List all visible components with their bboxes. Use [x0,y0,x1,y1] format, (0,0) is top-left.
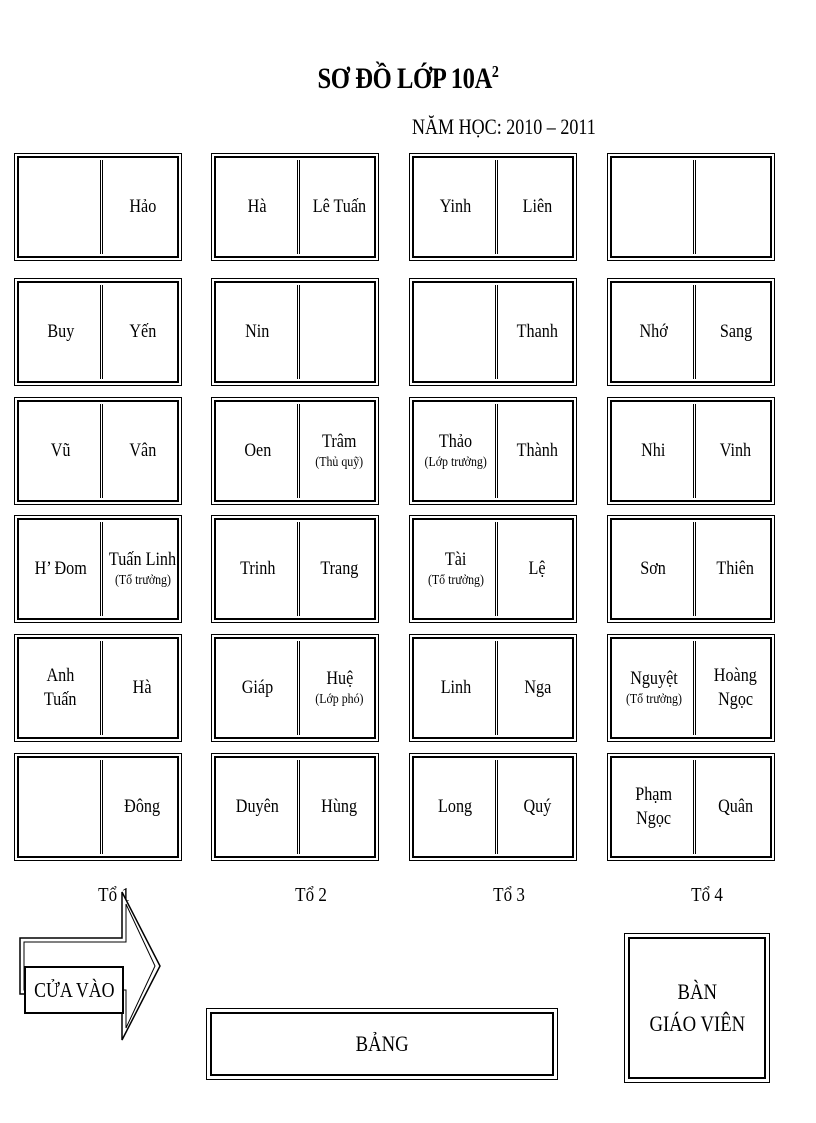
student-name: Thảo [438,431,473,452]
student-name: Anh [46,665,75,686]
student-name: Linh [440,677,471,698]
seat-right [695,160,775,254]
student-name: Tài [444,549,467,570]
seat-left [21,285,101,379]
entrance-label [24,966,124,1014]
seat-left [21,404,101,498]
blackboard [206,1008,558,1080]
group-label: Tổ 2 [295,884,327,906]
seat-left [416,404,496,498]
seat-left [416,160,496,254]
student-name: Nin [245,321,270,342]
student-name: Vinh [719,440,752,461]
desk [14,278,182,386]
seat-right [102,160,182,254]
seat-right [497,522,577,616]
student-name: Hùng [321,796,358,817]
teacher-desk-line1: BÀN [677,979,717,1004]
seat-right [497,160,577,254]
seat-right [102,404,182,498]
student-name: Vân [129,440,156,461]
student-role: (Tổ trưởng) [625,692,682,707]
seat-left [218,641,298,735]
seat-left [614,285,694,379]
desk [409,153,577,261]
desk [607,397,775,505]
student-name: Yến [129,321,156,342]
seat-right [695,522,775,616]
desk [14,397,182,505]
seat-left [416,285,496,379]
desk [211,515,379,623]
desk [14,153,182,261]
seat-right [299,641,379,735]
student-role: (Tổ trưởng) [114,573,171,588]
seat-right [299,522,379,616]
student-name-line2: Ngọc [636,808,671,829]
student-name: Lê Tuấn [312,196,367,217]
desk [14,634,182,742]
student-role: (Thủ quỹ) [315,455,364,470]
desk [409,278,577,386]
student-name: Huệ [326,668,353,689]
title-text: SƠ ĐỒ LỚP 10A [317,62,492,95]
desk [607,153,775,261]
student-name: Nhi [641,440,666,461]
seat-left [416,641,496,735]
seat-left [218,160,298,254]
seat-left [614,641,694,735]
student-name: Trang [320,558,359,579]
student-name: Long [438,796,473,817]
student-role: (Tổ trưởng) [427,573,484,588]
seat-right [497,285,577,379]
seat-right [102,760,182,854]
student-name: Hoàng [713,665,758,686]
seat-left [21,641,101,735]
seat-right [299,160,379,254]
seat-right [695,760,775,854]
student-name: Đông [124,796,161,817]
student-name: Tuấn Linh [108,549,177,570]
seat-left [218,285,298,379]
desk [409,397,577,505]
student-name: Giáp [241,677,274,698]
seat-right [102,522,182,616]
seat-right [497,760,577,854]
group-label: Tổ 4 [691,884,723,906]
desk [607,753,775,861]
seat-left [21,160,101,254]
student-name: H’ Đom [34,558,87,579]
student-name: Nga [524,677,551,698]
seat-left [614,404,694,498]
seat-left [21,522,101,616]
page-title [73,62,742,96]
desk [409,515,577,623]
desk [409,753,577,861]
desk [607,634,775,742]
desk [409,634,577,742]
seat-right [299,285,379,379]
entrance-text: CỬA VÀO [33,977,115,1002]
group-label: Tổ 1 [98,884,130,906]
student-name: Phạm [635,784,672,805]
desk [14,515,182,623]
student-name: Trinh [239,558,276,579]
title-superscript: 2 [491,62,499,81]
group-label: Tổ 3 [493,884,525,906]
student-name: Nhớ [639,321,668,342]
seat-left [218,522,298,616]
student-role: (Lớp trưởng) [424,455,487,470]
student-name: Quý [523,796,552,817]
desk [607,278,775,386]
seat-right [497,641,577,735]
student-name: Yinh [439,196,472,217]
seat-right [102,641,182,735]
student-role: (Lớp phó) [315,692,364,707]
desk [211,397,379,505]
seat-right [695,285,775,379]
student-name: Sơn [640,558,667,579]
student-name: Thành [516,440,559,461]
student-name: Thanh [516,321,559,342]
student-name: Hảo [129,196,156,217]
desk [211,278,379,386]
desk [607,515,775,623]
seat-right [695,404,775,498]
student-name-line2: Tuấn [44,689,77,710]
student-name: Buy [47,321,74,342]
student-name: Quân [718,796,753,817]
student-name: Liên [522,196,553,217]
desk [211,634,379,742]
teacher-desk [624,933,770,1083]
seat-left [416,522,496,616]
student-name: Hà [248,196,267,217]
student-name: Vũ [50,440,71,461]
seat-right [299,404,379,498]
student-name: Nguyệt [629,668,678,689]
student-name: Hà [133,677,152,698]
student-name: Trâm [322,431,357,452]
seat-left [614,160,694,254]
desk [211,153,379,261]
school-year: NĂM HỌC: 2010 – 2011 [412,114,596,139]
blackboard-label: BẢNG [355,1031,409,1056]
seat-right [497,404,577,498]
desk [14,753,182,861]
student-name-line2: Ngọc [718,689,753,710]
seat-right [102,285,182,379]
teacher-desk-line2: GIÁO VIÊN [649,1011,745,1036]
seat-left [21,760,101,854]
student-name: Thiên [716,558,755,579]
seat-left [218,760,298,854]
desk [211,753,379,861]
seat-right [695,641,775,735]
student-name: Sang [719,321,752,342]
student-name: Duyên [235,796,280,817]
seat-left [614,522,694,616]
student-name: Oen [244,440,271,461]
seat-right [299,760,379,854]
seat-left [614,760,694,854]
seat-left [218,404,298,498]
seat-left [416,760,496,854]
student-name: Lệ [528,558,547,579]
